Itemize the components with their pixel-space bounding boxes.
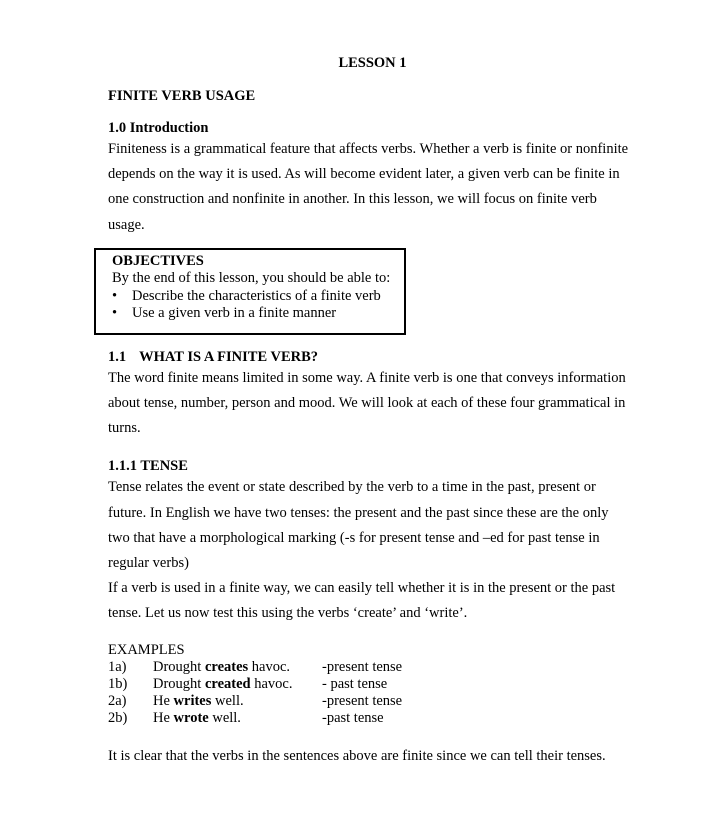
example-number: 2b) (108, 710, 128, 727)
section-1-1-heading (108, 349, 637, 366)
tense-paragraph-2 (108, 576, 637, 626)
example-sentence-post: well. (211, 693, 244, 710)
paragraph-line: one construction and nonfinite in another. In this lesson, we will focus on finite verb (108, 191, 597, 208)
intro-paragraph (108, 137, 637, 238)
objectives-heading: OBJECTIVES (112, 252, 204, 269)
examples-heading: EXAMPLES (108, 641, 185, 658)
lesson-title: LESSON 1 (338, 55, 407, 71)
example-row (108, 710, 637, 727)
objective-text: Describe the characteristics of a finite verb (132, 287, 381, 304)
paragraph-line: If a verb is used in a finite way, we can easily tell whether it is in the present or the past (108, 580, 616, 597)
example-sentence-pre: Drought (153, 675, 205, 692)
paragraph-line: usage. (108, 216, 145, 233)
paragraph-line: about tense, number, person and mood. We will look at each of these four grammatical in (108, 395, 626, 412)
example-row (108, 676, 637, 693)
example-number: 2a) (108, 693, 127, 710)
section-1-1-paragraph (108, 366, 637, 442)
paragraph-line: The word finite means limited in some way. A finite verb is one that conveys information (108, 369, 626, 386)
paragraph-line: future. In English we have two tenses: the present and the past since these are the only (108, 504, 609, 521)
section-heading-text: WHAT IS A FINITE VERB? (139, 348, 319, 365)
example-tense-label: - past tense (322, 675, 388, 692)
tense-paragraph-1 (108, 475, 637, 576)
section-1-0-heading: 1.0 Introduction (108, 120, 209, 136)
example-sentence (153, 710, 322, 727)
objective-text: Use a given verb in a finite manner (132, 305, 337, 322)
examples-section (108, 642, 637, 728)
example-tense-label: -past tense (322, 710, 384, 727)
objective-bullet-item (112, 288, 400, 306)
bullet-icon: • (112, 305, 118, 322)
example-verb: writes (173, 693, 212, 710)
bullet-icon: • (112, 287, 118, 304)
paragraph-line: Finiteness is a grammatical feature that affects verbs. Whether a verb is finite or nonfinite (108, 141, 629, 157)
example-verb: wrote (173, 710, 209, 727)
example-sentence (153, 676, 322, 693)
example-sentence (153, 659, 322, 676)
paragraph-line: Tense relates the event or state described by the verb to a time in the past, present or (108, 479, 596, 496)
paragraph-line: depends on the way it is used. As will become evident later, a given verb can be finite in (108, 166, 620, 183)
section-number: 1.1 (108, 348, 127, 365)
example-number: 1b) (108, 675, 128, 692)
objectives-box (94, 248, 406, 335)
example-sentence-pre: He (153, 693, 174, 710)
example-sentence (153, 693, 322, 710)
example-number: 1a) (108, 658, 127, 675)
objective-bullet-item (112, 305, 400, 323)
paragraph-line: tense. Let us now test this using the verbs ‘create’ and ‘write’. (108, 605, 468, 622)
example-tense-label: -present tense (322, 658, 403, 675)
objectives-intro: By the end of this lesson, you should be able to: (112, 270, 391, 287)
paragraph-line: regular verbs) (108, 555, 189, 572)
example-verb: created (204, 675, 251, 692)
paragraph-line: two that have a morphological marking (-s for present tense and –ed for past tense in (108, 529, 600, 546)
example-sentence-post: havoc. (248, 658, 291, 675)
example-tense-label: -present tense (322, 693, 403, 710)
document-heading: FINITE VERB USAGE (108, 88, 256, 104)
section-1-1-1-heading: 1.1.1 TENSE (108, 458, 188, 475)
paragraph-line: turns. (108, 420, 141, 437)
example-row (108, 693, 637, 710)
example-row (108, 659, 637, 676)
closing-paragraph: It is clear that the verbs in the sentences above are finite since we can tell their tenses. (108, 748, 606, 765)
example-sentence-post: well. (208, 710, 241, 727)
example-sentence-post: havoc. (250, 675, 293, 692)
example-sentence-pre: He (153, 710, 174, 727)
example-sentence-pre: Drought (153, 658, 205, 675)
example-verb: creates (204, 658, 249, 675)
